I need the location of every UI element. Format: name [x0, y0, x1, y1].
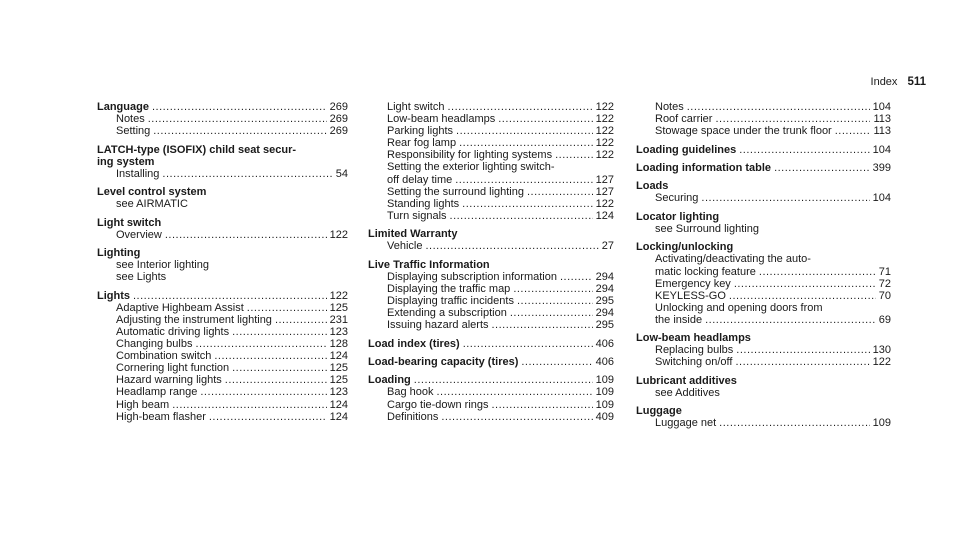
index-subentry-line	[636, 125, 891, 137]
index-subentry: Bag hook	[387, 386, 434, 399]
dot-leader	[521, 356, 592, 368]
page-ref[interactable]: 122	[595, 113, 614, 126]
index-subentry: Installing	[116, 167, 160, 180]
page-ref[interactable]: 109	[872, 417, 891, 430]
index-subentry: Replacing bulbs	[655, 344, 734, 357]
index-subentry-line	[368, 113, 614, 125]
page-ref[interactable]: 124	[329, 350, 348, 363]
dot-leader	[441, 411, 592, 423]
page-ref[interactable]: 125	[329, 362, 348, 375]
page-ref[interactable]: 104	[872, 101, 891, 113]
dot-leader	[705, 314, 876, 326]
index-term-line	[368, 374, 614, 386]
page-ref[interactable]: 54	[335, 167, 348, 180]
dot-leader	[715, 113, 870, 125]
index-subentry: Adaptive Highbeam Assist	[116, 301, 244, 314]
index-subentry-line	[368, 411, 614, 423]
index-subentry-line	[97, 399, 348, 411]
index-subentry: Stowage space under the trunk floor	[655, 125, 832, 138]
index-subentry: Displaying the traffic map	[387, 282, 511, 295]
index-subentry-line	[368, 137, 614, 149]
page-ref[interactable]: 231	[329, 313, 348, 326]
page-ref[interactable]: 70	[878, 289, 891, 302]
index-subentry: see Interior lighting	[116, 259, 209, 272]
index-subentry-line	[636, 192, 891, 204]
index-entry	[97, 290, 348, 423]
page-ref[interactable]: 124	[329, 398, 348, 411]
index-term: Low-beam headlamps	[636, 332, 751, 345]
dot-leader	[165, 229, 327, 241]
index-term-line	[97, 186, 348, 198]
index-entry	[97, 217, 348, 241]
index-subentry-line	[368, 125, 614, 137]
page-ref[interactable]: 122	[872, 356, 891, 369]
dot-leader	[162, 168, 332, 180]
dot-leader	[436, 386, 592, 398]
index-subentry-line	[97, 168, 348, 180]
dot-leader	[492, 399, 593, 411]
page-ref[interactable]: 122	[595, 137, 614, 150]
index-entry	[368, 356, 614, 368]
page-ref[interactable]: 125	[329, 374, 348, 387]
index-subentry: Low-beam headlamps	[387, 113, 496, 126]
dot-leader	[517, 295, 593, 307]
page-ref[interactable]: 123	[329, 386, 348, 399]
index-term: Loading guidelines	[636, 143, 737, 156]
page-header	[871, 76, 926, 88]
index-subentry-line	[636, 278, 891, 290]
index-term-line	[636, 405, 891, 417]
index-subentry: see Additives	[655, 386, 720, 399]
dot-leader	[200, 386, 326, 398]
index-term: Live Traffic Information	[368, 258, 490, 271]
index-subentry-line	[368, 210, 614, 222]
page-ref[interactable]: 122	[595, 101, 614, 113]
index-subentry: High-beam flasher	[116, 410, 206, 423]
index-subentry-line	[97, 350, 348, 362]
index-subentry: Notes	[116, 113, 145, 126]
dot-leader	[232, 362, 327, 374]
index-subentry: off delay time	[387, 173, 453, 186]
index-entry	[368, 259, 614, 332]
index-subentry: Overview	[116, 228, 162, 241]
page-ref[interactable]: 295	[595, 295, 614, 307]
index-term-line	[636, 144, 891, 156]
index-subentry: see Lights	[116, 271, 167, 284]
index-subentry: Issuing hazard alerts	[387, 319, 489, 332]
index-subentry-line	[97, 198, 348, 210]
dot-leader	[153, 125, 326, 137]
page-ref[interactable]: 130	[872, 344, 891, 357]
index-subentry: Rear fog lamp	[387, 137, 457, 150]
index-term: Locator lighting	[636, 210, 720, 223]
page-ref[interactable]: 122	[329, 289, 348, 302]
index-subentry: Cornering light function	[116, 362, 230, 375]
index-subentry-line	[636, 302, 891, 314]
dot-leader	[498, 113, 592, 125]
index-subentry-line	[636, 223, 891, 235]
page-ref[interactable]: 269	[329, 101, 348, 113]
index-subentry: Definitions	[387, 410, 439, 423]
index-subentry-line	[97, 271, 348, 283]
page-ref[interactable]: 104	[872, 192, 891, 205]
page-ref[interactable]: 109	[595, 386, 614, 399]
page-ref[interactable]: 104	[872, 143, 891, 156]
dot-leader	[560, 271, 593, 283]
index-subentry-line	[636, 290, 891, 302]
dot-leader	[133, 290, 327, 302]
index-term-line	[97, 156, 348, 168]
index-term: Load index (tires)	[368, 337, 460, 350]
index-subentry-line	[368, 198, 614, 210]
index-subentry: High beam	[116, 398, 170, 411]
index-subentry: Emergency key	[655, 277, 731, 290]
index-entry	[636, 375, 891, 399]
page-ref[interactable]: 113	[873, 125, 891, 138]
index-term: Language	[97, 101, 149, 113]
index-entry	[97, 186, 348, 210]
index-term: Loading	[368, 374, 411, 387]
page-ref[interactable]: 123	[329, 325, 348, 338]
index-subentry: Setting	[116, 125, 151, 138]
index-term: Limited Warranty	[368, 228, 458, 241]
index-subentry-line	[97, 338, 348, 350]
dot-leader	[450, 210, 593, 222]
index-term: Lubricant additives	[636, 374, 737, 387]
index-term: Locking/unlocking	[636, 241, 734, 254]
index-subentry: Displaying subscription information	[387, 270, 557, 283]
dot-leader	[275, 314, 327, 326]
page-ref[interactable]: 122	[595, 197, 614, 210]
index-subentry: Extending a subscription	[387, 307, 507, 320]
index-subentry-line	[636, 314, 891, 326]
index-term: Luggage	[636, 405, 682, 418]
index-subentry: see Surround lighting	[655, 222, 759, 235]
index-subentry-line	[636, 356, 891, 368]
index-subentry-line	[97, 374, 348, 386]
index-entry	[636, 332, 891, 368]
dot-leader	[214, 350, 326, 362]
dot-leader	[719, 417, 869, 429]
index-entry	[636, 144, 891, 156]
index-term: ing system	[97, 155, 155, 168]
index-column-1	[97, 101, 348, 429]
dot-leader	[759, 266, 876, 278]
index-subentry: Cargo tie-down rings	[387, 398, 489, 411]
index-term: Light switch	[97, 216, 162, 229]
index-subentry: Activating/deactivating the auto-	[655, 253, 811, 266]
index-subentry: Securing	[655, 192, 699, 205]
page-ref[interactable]: 406	[595, 355, 614, 368]
page-ref[interactable]: 294	[595, 307, 614, 320]
dot-leader	[729, 290, 876, 302]
index-subentry-line	[636, 344, 891, 356]
index-subentry-line	[97, 125, 348, 137]
index-subentry: Parking lights	[387, 125, 454, 138]
index-subentry-line	[636, 101, 891, 113]
page-ref[interactable]: 122	[329, 228, 348, 241]
index-subentry: Switching on/off	[655, 356, 733, 369]
index-subentry: Light switch	[387, 101, 445, 113]
page-ref[interactable]: 109	[595, 374, 614, 387]
index-term-line	[636, 180, 891, 192]
page-ref[interactable]: 124	[329, 410, 348, 423]
index-term-line	[97, 101, 348, 113]
index-subentry-line	[97, 113, 348, 125]
index-entry	[368, 228, 614, 252]
page-ref[interactable]: 69	[878, 313, 891, 326]
dot-leader	[195, 338, 326, 350]
index-column-2	[368, 101, 614, 429]
page-ref[interactable]: 125	[329, 301, 348, 314]
index-term: Load-bearing capacity (tires)	[368, 355, 519, 368]
index-entry	[368, 374, 614, 422]
dot-leader	[736, 344, 869, 356]
index-subentry: Displaying traffic incidents	[387, 295, 514, 307]
page-ref[interactable]: 122	[595, 125, 614, 138]
page-ref[interactable]: 109	[595, 398, 614, 411]
index-subentry: Combination switch	[116, 350, 212, 363]
page-ref[interactable]: 269	[329, 125, 348, 138]
index-entry	[97, 144, 348, 180]
page-ref[interactable]: 399	[872, 161, 891, 174]
index-term-line	[636, 162, 891, 174]
index-term-line	[636, 375, 891, 387]
index-term: Lights	[97, 289, 130, 302]
index-subentry-line	[368, 307, 614, 319]
page-ref[interactable]: 124	[595, 209, 614, 222]
dot-leader	[739, 144, 869, 156]
index-subentry: Hazard warning lights	[116, 374, 222, 387]
dot-leader	[152, 101, 327, 113]
index-entry	[368, 338, 614, 350]
dot-leader	[209, 411, 327, 423]
index-subentry-line	[636, 417, 891, 429]
index-term-line	[368, 338, 614, 350]
index-subentry-line	[368, 174, 614, 186]
dot-leader	[414, 374, 593, 386]
index-subentry-line	[636, 253, 891, 265]
index-subentry-line	[636, 266, 891, 278]
index-term-line	[368, 356, 614, 368]
index-entry	[97, 101, 348, 137]
index-term-line	[97, 217, 348, 229]
index-subentry-line	[368, 161, 614, 173]
index-term-line	[636, 211, 891, 223]
dot-leader	[701, 192, 869, 204]
dot-leader	[513, 283, 592, 295]
index-subentry-line	[368, 283, 614, 295]
index-subentry-line	[97, 229, 348, 241]
dot-leader	[172, 399, 326, 411]
page-ref[interactable]: 406	[595, 337, 614, 350]
index-subentry-line	[368, 101, 614, 113]
page-number: 511	[907, 76, 926, 88]
dot-leader	[462, 198, 592, 210]
index-subentry: Responsibility for lighting systems	[387, 149, 553, 162]
index-subentry-line	[97, 411, 348, 423]
index-term: Lighting	[97, 247, 141, 260]
index-entry	[636, 180, 891, 204]
index-term: LATCH-type (ISOFIX) child seat secur-	[97, 143, 297, 156]
index-subentry-line	[368, 186, 614, 198]
dot-leader	[735, 356, 869, 368]
index-subentry: Unlocking and opening doors from	[655, 301, 823, 314]
dot-leader	[455, 174, 592, 186]
dot-leader	[232, 326, 327, 338]
dot-leader	[456, 125, 593, 137]
index-entry	[636, 162, 891, 174]
index-term-line	[97, 247, 348, 259]
page-ref[interactable]: 128	[329, 338, 348, 351]
page-ref[interactable]: 294	[595, 282, 614, 295]
page-ref[interactable]: 127	[595, 185, 614, 198]
index-subentry-line	[368, 319, 614, 331]
dot-leader	[510, 307, 593, 319]
dot-leader	[492, 319, 593, 331]
index-subentry-line	[368, 240, 614, 252]
page-ref[interactable]: 127	[595, 173, 614, 186]
index-subentry: matic locking feature	[655, 265, 756, 278]
index-term-line	[368, 228, 614, 240]
index-column-3	[636, 101, 891, 436]
index-entry	[97, 247, 348, 283]
index-subentry-line	[97, 302, 348, 314]
index-subentry: Roof carrier	[655, 113, 713, 126]
index-subentry: the inside	[655, 313, 703, 326]
index-subentry: Automatic driving lights	[116, 325, 230, 338]
index-subentry: Luggage net	[655, 417, 717, 430]
index-subentry-line	[97, 362, 348, 374]
header-label: Index	[870, 76, 898, 88]
index-entry	[636, 405, 891, 429]
index-subentry: Headlamp range	[116, 386, 198, 399]
dot-leader	[459, 137, 593, 149]
dot-leader	[555, 149, 593, 161]
index-subentry: Notes	[655, 101, 684, 113]
index-subentry: Standing lights	[387, 197, 460, 210]
index-subentry-line	[636, 113, 891, 125]
index-subentry-line	[368, 399, 614, 411]
page-ref[interactable]: 72	[878, 277, 891, 290]
index-term: Level control system	[97, 186, 207, 199]
index-term: Loading information table	[636, 161, 772, 174]
dot-leader	[425, 240, 598, 252]
index-subentry: Setting the surround lighting	[387, 185, 524, 198]
dot-leader	[527, 186, 593, 198]
page-ref[interactable]: 409	[595, 410, 614, 423]
index-subentry-line	[368, 295, 614, 307]
index-subentry-line	[636, 387, 891, 399]
index-subentry-line	[368, 386, 614, 398]
dot-leader	[687, 101, 870, 113]
index-subentry-line	[97, 386, 348, 398]
dot-leader	[835, 125, 871, 137]
index-term-line	[97, 144, 348, 156]
page-ref[interactable]: 294	[595, 270, 614, 283]
page-ref[interactable]: 269	[329, 113, 348, 126]
index-subentry: Vehicle	[387, 240, 423, 253]
index-term-line	[97, 290, 348, 302]
index-subentry-line	[97, 259, 348, 271]
index-subentry: see AIRMATIC	[116, 198, 188, 211]
index-subentry-line	[97, 326, 348, 338]
dot-leader	[247, 302, 327, 314]
index-term-line	[636, 332, 891, 344]
index-subentry: Setting the exterior lighting switch-	[387, 161, 555, 174]
dot-leader	[447, 101, 592, 113]
page-ref[interactable]: 71	[878, 265, 891, 278]
index-entry	[368, 101, 614, 222]
index-term-line	[368, 259, 614, 271]
index-subentry: Adjusting the instrument lighting	[116, 313, 272, 326]
index-subentry-line	[368, 149, 614, 161]
index-subentry: KEYLESS-GO	[655, 289, 726, 302]
index-subentry: Turn signals	[387, 209, 447, 222]
index-term-line	[636, 241, 891, 253]
index-entry	[636, 211, 891, 235]
dot-leader	[463, 338, 593, 350]
page-ref[interactable]: 27	[601, 240, 614, 253]
index-entry	[636, 101, 891, 137]
dot-leader	[148, 113, 327, 125]
index-subentry-line	[368, 271, 614, 283]
dot-leader	[734, 278, 876, 290]
page-ref[interactable]: 113	[873, 113, 891, 126]
dot-leader	[225, 374, 327, 386]
page-ref[interactable]: 295	[595, 319, 614, 332]
page-ref[interactable]: 122	[595, 149, 614, 162]
index-entry	[636, 241, 891, 326]
index-subentry-line	[97, 314, 348, 326]
index-term: Loads	[636, 180, 669, 193]
dot-leader	[774, 162, 870, 174]
index-subentry: Changing bulbs	[116, 338, 193, 351]
